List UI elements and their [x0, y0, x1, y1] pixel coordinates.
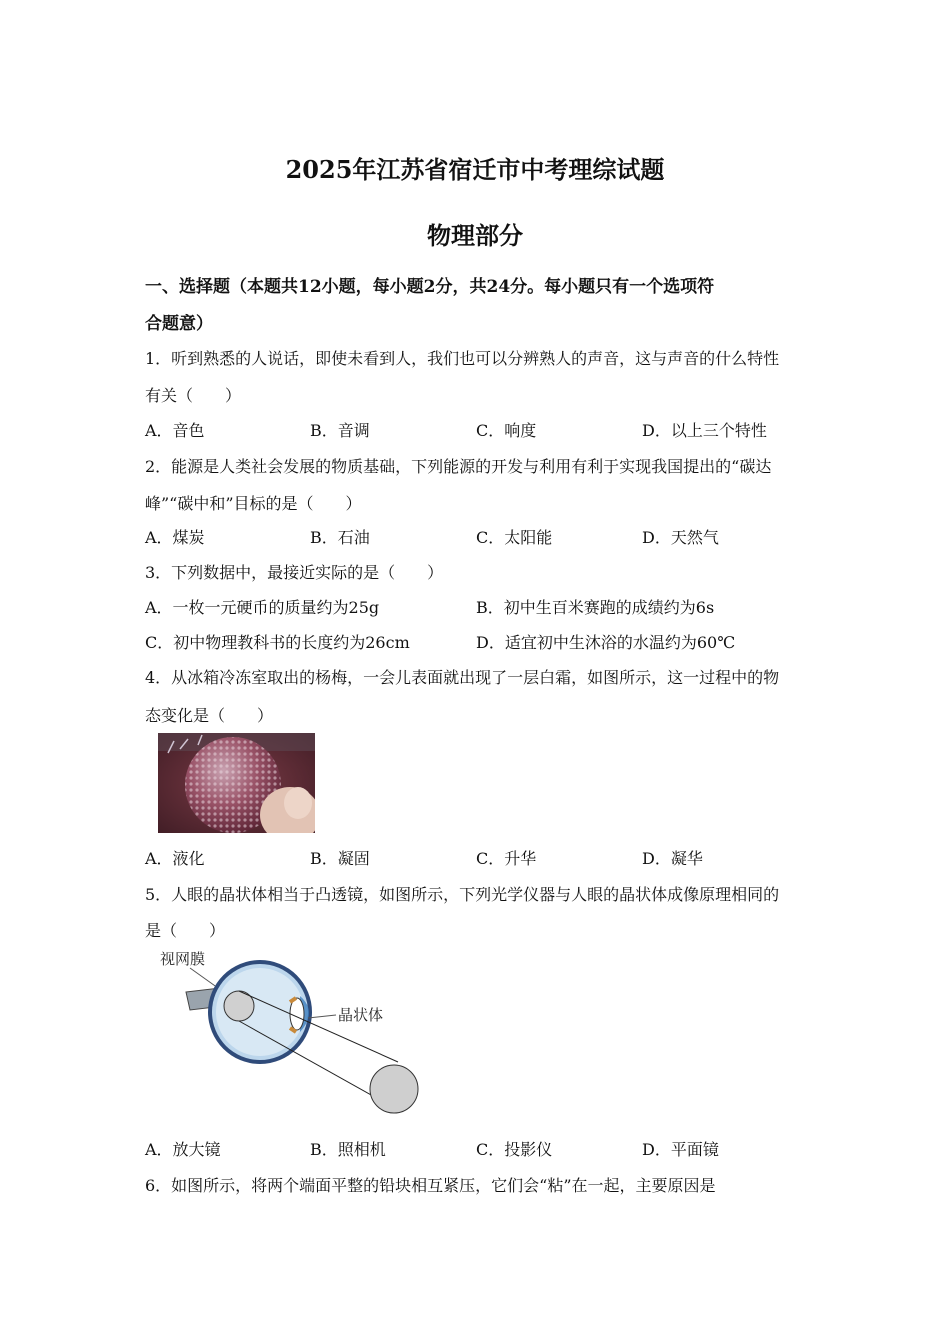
section-heading-line2: 合题意） [145, 314, 213, 334]
q4-option-d: D．凝华 [642, 849, 703, 868]
q4-line1: 4．从冰箱冷冻室取出的杨梅，一会儿表面就出现了一层白霜，如图所示，这一过程中的物 [145, 668, 780, 687]
q5-line1: 5．人眼的晶状体相当于凸透镜，如图所示，下列光学仪器与人眼的晶状体成像原理相同的 [145, 885, 780, 904]
q5-line2: 是（ ） [145, 921, 226, 940]
q2-line2: 峰”“碳中和”目标的是（ ） [145, 494, 362, 513]
q1-option-d: D．以上三个特性 [642, 421, 767, 440]
q1-option-a: A．音色 [145, 421, 205, 440]
q6-line1: 6．如图所示，将两个端面平整的铅块相互紧压，它们会“粘”在一起，主要原因是 [145, 1176, 716, 1195]
q5-option-a: A．放大镜 [145, 1140, 221, 1159]
q3-option-d: D．适宜初中生沐浴的水温约为60℃ [476, 633, 736, 652]
q2-option-b: B．石油 [310, 528, 370, 547]
q1-option-b: B．音调 [310, 421, 370, 440]
q2-option-d: D．天然气 [642, 528, 719, 547]
q3-line1: 3．下列数据中，最接近实际的是（ ） [145, 563, 444, 582]
q2-line1: 2．能源是人类社会发展的物质基础，下列能源的开发与利用有利于实现我国提出的“碳达 [145, 457, 772, 476]
section-heading-line1: 一、选择题（本题共12小题，每小题2分，共24分。每小题只有一个选项符 [145, 277, 715, 297]
q1-option-c: C．响度 [476, 421, 537, 440]
q2-option-a: A．煤炭 [145, 528, 205, 547]
q5-option-d: D．平面镜 [642, 1140, 719, 1159]
q1-line2: 有关（ ） [145, 386, 242, 405]
retina-pointer [190, 968, 218, 988]
eye-lens-diagram [150, 940, 440, 1120]
q5-option-b: B．照相机 [310, 1140, 386, 1159]
q4-line2: 态变化是（ ） [145, 706, 274, 725]
object-ball [370, 1065, 418, 1113]
lens-pointer [308, 1015, 336, 1018]
page-subtitle: 物理部分 [427, 221, 523, 250]
q1-line1: 1．听到熟悉的人说话，即使未看到人，我们也可以分辨熟人的声音，这与声音的什么特性 [145, 349, 780, 368]
q5-option-c: C．投影仪 [476, 1140, 553, 1159]
frozen-bayberry-photo [158, 733, 315, 833]
lens-label: 晶状体 [338, 1006, 384, 1024]
retina-label: 视网膜 [160, 950, 206, 968]
q3-option-a: A．一枚一元硬币的质量约为25g [145, 598, 380, 617]
q4-option-c: C．升华 [476, 849, 537, 868]
q4-option-a: A．液化 [145, 849, 205, 868]
q3-option-b: B．初中生百米赛跑的成绩约为6s [476, 598, 715, 617]
q4-option-b: B．凝固 [310, 849, 370, 868]
q3-option-c: C．初中物理教科书的长度约为26cm [145, 633, 410, 652]
page-title: 2025年江苏省宿迁市中考理综试题 [285, 155, 665, 184]
q2-option-c: C．太阳能 [476, 528, 553, 547]
